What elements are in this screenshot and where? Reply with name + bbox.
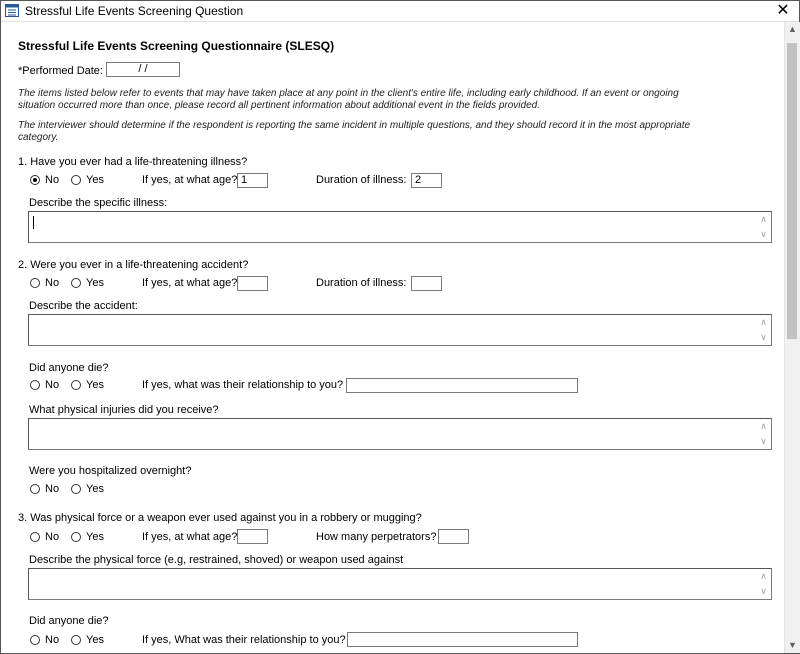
q3-relationship-label: If yes, What was their relationship to you? xyxy=(142,634,346,646)
q2-injuries-scrollbar[interactable] xyxy=(756,419,771,449)
q2-hospitalized-label: Were you hospitalized overnight? xyxy=(29,465,192,477)
q3-memo-scrollbar[interactable] xyxy=(756,569,771,599)
q2-relationship-label: If yes, what was their relationship to you? xyxy=(142,379,344,391)
q2-yes-label: Yes xyxy=(86,277,104,289)
scroll-down-arrow-icon[interactable]: ▼ xyxy=(788,640,797,650)
q3-die-yes-radio[interactable] xyxy=(71,635,81,645)
q1-duration-input[interactable]: 2 xyxy=(411,173,442,188)
q2-die-label: Did anyone die? xyxy=(29,362,109,374)
instructions-1: The items listed below refer to events that may have taken place at any point in the client's entire life, including early childhood. If an event or ongoing situation occurred more than once, please record all pertinent information about additional event in the fields provided. xyxy=(18,88,679,111)
q3-die-label: Did anyone die? xyxy=(29,615,109,627)
q2-hosp-yes-label: Yes xyxy=(86,483,104,495)
q2-relationship-input[interactable] xyxy=(346,378,578,393)
q3-no-label: No xyxy=(45,531,60,543)
text-caret xyxy=(33,216,34,229)
instructions-2: The interviewer should determine if the respondent is reporting the same incident in multiple questions, and they should record it in the most appropriate category. xyxy=(18,120,691,143)
q1-memo-scrollbar[interactable] xyxy=(756,212,771,242)
q1-duration-label: Duration of illness: xyxy=(316,174,407,186)
q2-duration-input[interactable] xyxy=(411,276,442,291)
q2-memo-scrollbar[interactable] xyxy=(756,315,771,345)
q3-describe-label: Describe the physical force (e.g, restrained, shoved) or weapon used against xyxy=(29,554,404,566)
q2-die-yes-label: Yes xyxy=(86,379,104,391)
close-icon: ✕ xyxy=(776,2,790,19)
scroll-down-icon[interactable]: ∨ xyxy=(760,332,767,342)
q2-no-label: No xyxy=(45,277,60,289)
q3-perpetrators-input[interactable] xyxy=(438,529,469,544)
q2-injuries-textarea[interactable] xyxy=(28,418,772,450)
q1-question: 1. Have you ever had a life-threatening illness? xyxy=(18,156,248,168)
scroll-down-icon[interactable]: ∨ xyxy=(760,229,767,239)
q1-yes-label: Yes xyxy=(86,174,104,186)
q3-yes-label: Yes xyxy=(86,531,104,543)
q2-no-radio[interactable] xyxy=(30,278,40,288)
form-title: Stressful Life Events Screening Questionnaire (SLESQ) xyxy=(18,39,335,53)
form-icon xyxy=(5,4,19,17)
scroll-up-icon[interactable]: ∧ xyxy=(760,571,767,581)
q2-duration-label: Duration of illness: xyxy=(316,277,407,289)
q2-hosp-yes-radio[interactable] xyxy=(71,484,81,494)
scroll-down-icon[interactable]: ∨ xyxy=(760,436,767,446)
title-bar xyxy=(1,1,799,22)
performed-date-input[interactable]: / / xyxy=(106,62,180,77)
q3-die-no-radio[interactable] xyxy=(30,635,40,645)
q2-describe-textarea[interactable] xyxy=(28,314,772,346)
q1-age-input[interactable]: 1 xyxy=(237,173,268,188)
scroll-up-icon[interactable]: ∧ xyxy=(760,421,767,431)
q3-age-label: If yes, at what age? xyxy=(142,531,238,543)
q3-perpetrators-label: How many perpetrators? xyxy=(316,531,437,543)
q1-age-label: If yes, at what age? xyxy=(142,174,238,186)
q2-hosp-no-label: No xyxy=(45,483,60,495)
scroll-up-arrow-icon[interactable]: ▲ xyxy=(788,24,797,34)
q1-describe-textarea[interactable] xyxy=(28,211,772,243)
q3-no-radio[interactable] xyxy=(30,532,40,542)
q3-age-input[interactable] xyxy=(237,529,268,544)
q2-die-no-radio[interactable] xyxy=(30,380,40,390)
scroll-up-icon[interactable]: ∧ xyxy=(760,317,767,327)
q2-describe-label: Describe the accident: xyxy=(29,300,138,312)
q2-age-label: If yes, at what age? xyxy=(142,277,238,289)
q2-hosp-no-radio[interactable] xyxy=(30,484,40,494)
scrollbar-thumb[interactable] xyxy=(787,43,797,339)
q2-die-no-label: No xyxy=(45,379,60,391)
q3-describe-textarea[interactable] xyxy=(28,568,772,600)
q1-no-radio[interactable] xyxy=(30,175,40,185)
scroll-down-icon[interactable]: ∨ xyxy=(760,586,767,596)
performed-date-label: *Performed Date: xyxy=(18,65,103,77)
q3-die-no-label: No xyxy=(45,634,60,646)
q3-die-yes-label: Yes xyxy=(86,634,104,646)
window-title: Stressful Life Events Screening Question xyxy=(25,4,244,18)
q2-die-yes-radio[interactable] xyxy=(71,380,81,390)
q2-question: 2. Were you ever in a life-threatening accident? xyxy=(18,259,249,271)
q3-yes-radio[interactable] xyxy=(71,532,81,542)
form-content xyxy=(1,22,784,653)
q1-describe-label: Describe the specific illness: xyxy=(29,197,168,209)
scroll-up-icon[interactable]: ∧ xyxy=(760,214,767,224)
q2-yes-radio[interactable] xyxy=(71,278,81,288)
q1-no-label: No xyxy=(45,174,60,186)
q2-injuries-label: What physical injuries did you receive? xyxy=(29,404,219,416)
q3-relationship-input[interactable] xyxy=(347,632,578,647)
q1-yes-radio[interactable] xyxy=(71,175,81,185)
vertical-scrollbar[interactable] xyxy=(784,22,800,653)
q2-age-input[interactable] xyxy=(237,276,268,291)
q3-question: 3. Was physical force or a weapon ever used against you in a robbery or mugging? xyxy=(18,512,422,524)
close-button[interactable] xyxy=(773,1,793,21)
